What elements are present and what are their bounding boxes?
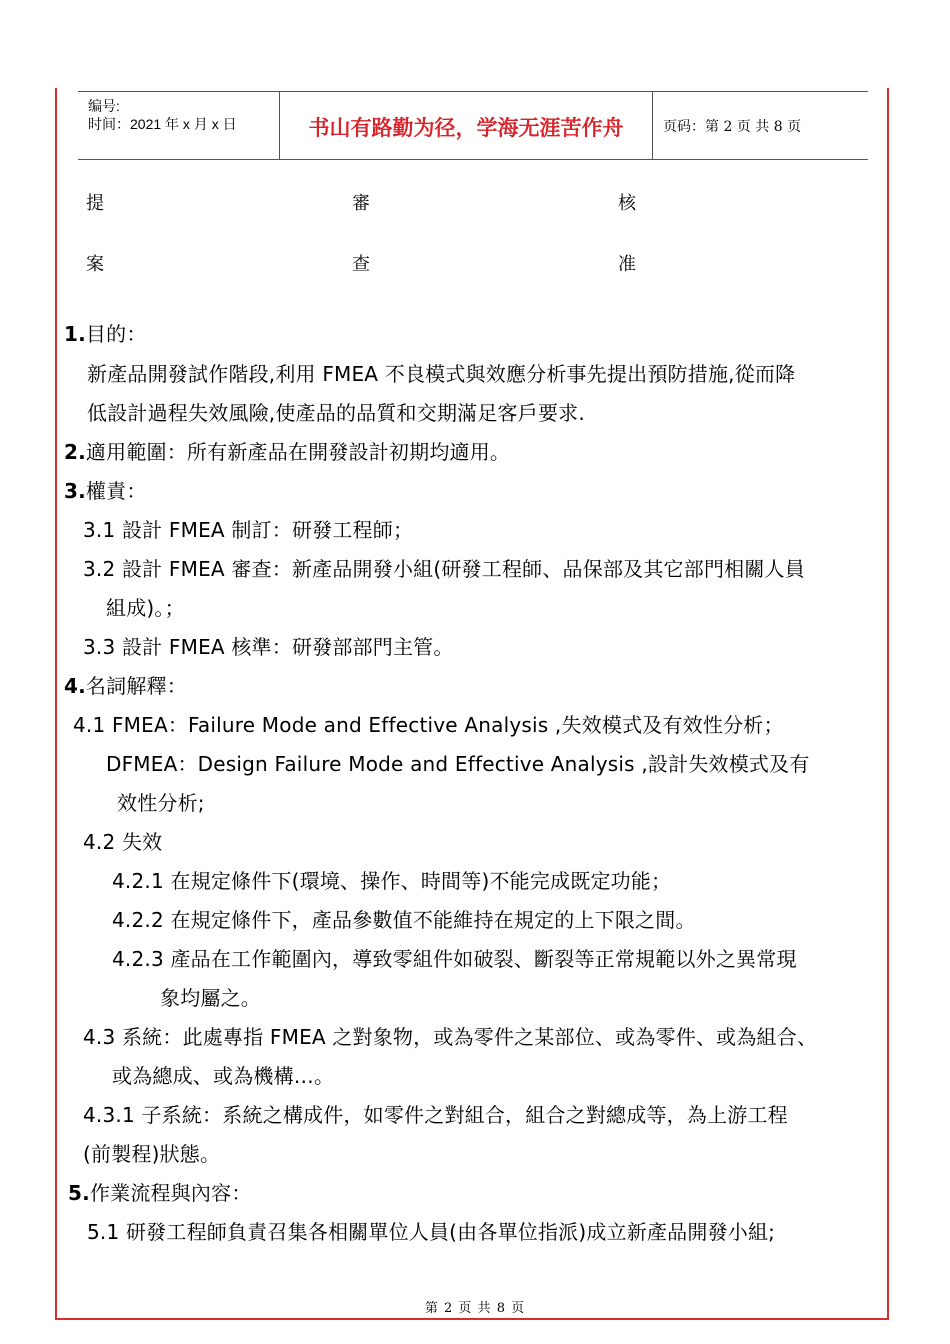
section-3-heading: 3.權責：: [64, 479, 147, 503]
page-info: 页码：第 2 页 共 8 页: [663, 119, 802, 135]
section-1-line-2: 低設計過程失效風險,使產品的品質和交期滿足客戶要求.: [87, 401, 585, 425]
section-4-1-line-2: DFMEA：Design Failure Mode and Effective Analysis ,設計失效模式及有: [106, 752, 810, 776]
approval-propose-bottom: 案: [86, 254, 104, 275]
page-frame-bottom: [55, 1318, 889, 1320]
section-4-2-3-line-1: 4.2.3 產品在工作範圍內，導致零組件如破裂、斷裂等正常規範以外之異常現: [112, 947, 797, 971]
section-4-3-1-line-1: 4.3.1 子系統：系統之構成件，如零件之對組合，組合之對總成等，為上游工程: [83, 1103, 788, 1127]
section-4-2-1: 4.2.1 在規定條件下(環境、操作、時間等)不能完成既定功能；: [112, 869, 672, 893]
section-3-2-line-1: 3.2 設計 FMEA 審查：新產品開發小組(研發工程師、品保部及其它部門相關人員: [83, 557, 805, 581]
motto-text: 书山有路勤为径，学海无涯苦作舟: [308, 115, 624, 140]
approval-review-bottom: 查: [352, 254, 370, 275]
section-3-2-line-2: 組成)。；: [106, 596, 185, 620]
header-meta-cell: [78, 92, 278, 159]
footer-page-number-left: 第 2 页 共 8 页: [424, 1301, 526, 1316]
page-frame-right: [887, 88, 889, 1320]
header-page-cell: [653, 92, 868, 159]
section-4-3-1-line-2: (前製程)狀態。: [83, 1142, 221, 1166]
section-4-2-3-line-2: 象均屬之。: [160, 986, 261, 1010]
section-2-heading: 2.適用範圍：所有新產品在開發設計初期均適用。: [64, 440, 511, 464]
section-3-1: 3.1 設計 FMEA 制訂：研發工程師；: [83, 518, 414, 542]
section-1-heading: 1.目的：: [64, 322, 147, 346]
section-4-1-line-1: 4.1 FMEA：Failure Mode and Effective Analysis ,失效模式及有效性分析；: [73, 713, 784, 737]
section-4-3-line-2: 或為總成、或為機構…。: [112, 1064, 335, 1088]
approval-propose-top: 提: [86, 193, 104, 214]
section-5-1: 5.1 研發工程師負責召集各相關單位人員(由各單位指派)成立新產品開發小組;: [87, 1220, 776, 1244]
section-3-3: 3.3 設計 FMEA 核準：研發部部門主管。: [83, 635, 454, 659]
header-motto-cell: [279, 92, 653, 159]
approval-review-top: 審: [352, 193, 370, 214]
section-4-2-2: 4.2.2 在規定條件下，產品參數值不能維持在規定的上下限之間。: [112, 908, 696, 932]
section-4-3-line-1: 4.3 系統：此處專指 FMEA 之對象物，或為零件之某部位、或為零件、或為組合、: [83, 1025, 818, 1049]
time-label: 时间：2021 年 x 月 x 日: [88, 116, 237, 132]
section-1-line-1: 新產品開發試作階段,利用 FMEA 不良模式與效應分析事先提出預防措施,從而降: [87, 362, 796, 386]
approval-approve-bottom: 准: [618, 254, 636, 275]
approval-approve-top: 核: [618, 193, 636, 214]
section-5-heading: 5.作業流程與內容：: [68, 1181, 252, 1205]
section-4-heading: 4.名詞解釋：: [64, 674, 187, 698]
section-4-2: 4.2 失效: [83, 830, 163, 854]
page-footer: [0, 1297, 950, 1316]
page-frame-left: [55, 88, 57, 1320]
section-4-1-line-3: 效性分析;: [117, 791, 205, 815]
document-header: [78, 91, 868, 160]
serial-label: 编号:: [88, 98, 120, 114]
